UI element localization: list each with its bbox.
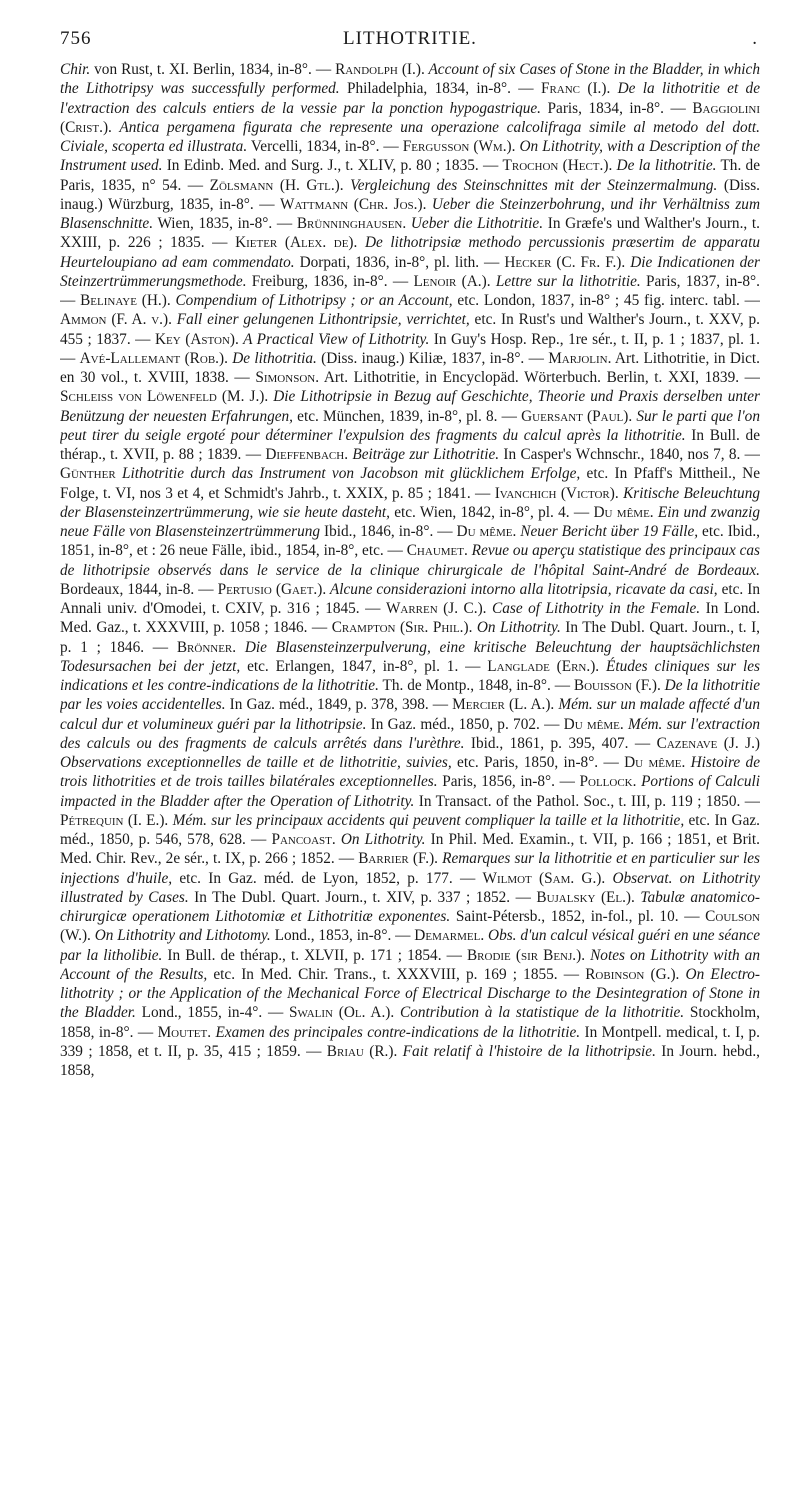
entry-title: On Lithotrity.	[472, 619, 561, 637]
bibliography-entry	[80, 292, 760, 309]
entry-author: Belinaye (H.).	[80, 292, 171, 309]
entry-title: Remarques sur la lithotritie et en particulier sur les injections d'huile,	[60, 850, 760, 887]
entry-title: Case of Lithotrity in the Female.	[486, 600, 701, 617]
entry-details: Ibid., 1861, p. 395, 407. —	[464, 734, 657, 752]
entry-title: Ueber die Steinzerbohrung, und ihr Verhältniss zum Blasenschnitte.	[60, 195, 760, 232]
running-head	[60, 26, 760, 60]
running-mark: .	[752, 28, 758, 49]
entry-details: etc. In Gaz. méd. de Lyon, 1852, p. 177. —	[172, 869, 483, 887]
entry-details: In Transact. of the Pathol. Soc., t. III, p. 119 ; 1850. —	[414, 792, 760, 810]
entry-title: Obs. d'un calcul vésical guéri en une séance par la litholibie.	[60, 927, 760, 964]
entry-author: Brodie (sir Benj.).	[466, 946, 586, 964]
bibliography-entry	[60, 61, 335, 78]
entry-title: Kritische Beleuchtung der Blasensteinzertrümmerung, wie sie heute dasteht,	[60, 484, 760, 521]
entry-author: Bouisson (F.).	[573, 677, 661, 694]
entry-details: In Edinb. Med. and Surg. J., t. XLIV, p. 80 ; 1835. —	[162, 157, 503, 175]
entry-author: Pancoast.	[271, 831, 336, 848]
entry-title: De lithotripsiæ methodo percussionis præsertim de apparatu Heurteloupiano ad eam commendato.	[60, 234, 760, 271]
entry-title: Alcune considerazioni intorno alla litotripsia, ricavate da casi,	[326, 580, 718, 598]
entry-title: Tabulæ anatomico-chirurgicæ operationem Lithotomiæ et Lithotritiæ exponentes.	[60, 888, 760, 925]
entry-details: Saint-Pétersb., 1852, in-fol., pl. 10. —	[450, 908, 706, 925]
entry-details: etc. Erlangen, 1847, in-8°, pl. 1. —	[240, 657, 488, 675]
entry-author: Wattmann (Chr. Jos.).	[280, 195, 427, 213]
entry-author: Du même.	[624, 754, 686, 771]
entry-author: Lenoir (A.).	[413, 272, 491, 290]
entry-details: Paris, 1834, in-8°. —	[541, 99, 693, 117]
entry-title: Ueber die Lithotritie.	[406, 215, 544, 232]
entry-title: De la lithotritie par les voies accidentelles.	[60, 677, 760, 714]
entry-title: Contribution à la statistique de la lithotritie.	[394, 1004, 685, 1022]
entry-author: Key (Aston).	[155, 330, 239, 348]
entry-details: In Græfe's und Walther's Journ., t. XXIII, p. 226 ; 1835. —	[60, 215, 760, 252]
entry-author: Simonson.	[255, 369, 320, 386]
entry-details: etc. London, 1837, in-8° ; 45 fig. interc. tabl. —	[452, 292, 760, 309]
entry-details: etc. In Pfaff's Mittheil., Ne Folge, t. VI, nos 3 et 4, et Schmidt's Jahrb., t. XXIX, p. 85 ; 1841. —	[60, 465, 760, 502]
entry-author: Baggiolini (Crist.).	[60, 99, 760, 136]
entry-title: Mém. sur les principaux accidents qui peuvent compliquer la taille et la lithotritie,	[168, 811, 685, 829]
entry-details: Th. de Montp., 1848, in-8°. —	[378, 677, 574, 694]
entry-author: Brönner.	[176, 638, 237, 656]
entry-details: In Gaz. méd., 1850, p. 702. —	[366, 715, 564, 733]
entry-details: Art. Lithotritie, in Dict. en 30 vol., t. XVIII, 1838. —	[60, 349, 760, 386]
entry-author: Briau (R.).	[326, 1042, 398, 1060]
book-page	[60, 26, 760, 1486]
entry-details: etc. München, 1839, in-8°, pl. 8. —	[293, 407, 522, 425]
entry-author: Kieter (Alex. de).	[235, 234, 358, 252]
entry-title: Observat. on Lithotrity illustrated by Cases.	[60, 869, 760, 906]
entry-title: Revue ou aperçu statistique des principaux cas de lithotripsie observés dans le service de la clinique chirurgicale de l'hôpital Saint-André de Bordeaux.	[60, 542, 760, 579]
entry-title: Antica pergamena figurata che represente una operazione calcolifraga simile al metodo del dott. Civiale, scoperta ed illustrata.	[60, 118, 760, 155]
entry-title: Neuer Bericht über 19 Fälle,	[516, 523, 699, 540]
entry-author: Günther	[60, 465, 116, 483]
entry-title: Notes on Lithotrity with an Account of the Results,	[60, 946, 760, 983]
entry-title: Ein und zwanzig neue Fälle von Blasensteinzertrümmerung	[60, 503, 760, 540]
entry-title: Lettre sur la lithotritie.	[490, 272, 641, 290]
entry-title: Die Indicationen der Steinzertrümmerungsmethode.	[60, 253, 760, 290]
entry-title: Account of six Cases of Stone in the Bladder, in which the Lithotripsy was successfully performed.	[60, 61, 760, 98]
entry-details: In Lond. Med. Gaz., t. XXXVIII, p. 1058 ; 1846. —	[60, 600, 760, 637]
entry-details: (Diss. inaug.) Kiliæ, 1837, in-8°. —	[316, 349, 549, 367]
entry-details: Philadelphia, 1834, in-8°. —	[339, 80, 541, 98]
entry-details: In Casper's Wchnschr., 1840, nos 7, 8. —	[499, 446, 760, 463]
entry-author: Du même.	[456, 523, 517, 540]
entry-details: In Phil. Med. Examin., t. VII, p. 166 ; 1851, et Brit. Med. Chir. Rev., 2e sér., t. IX, p. 266 ; 1852. —	[60, 831, 760, 868]
entry-details: Dorpati, 1836, in-8°, pl. lith. —	[294, 253, 505, 271]
entry-details: Wien, 1835, in-8°. —	[153, 215, 297, 232]
entry-details: In Journ. hebd., 1858,	[60, 1042, 760, 1079]
entry-details: Lond., 1855, in-4°. —	[135, 1004, 290, 1022]
entry-author: Randolph (I.).	[335, 61, 425, 78]
entry-details: Stockholm, 1858, in-8°. —	[60, 1004, 760, 1041]
entry-details: In Bull. de thérap., t. XVII, p. 88 ; 1839. —	[60, 426, 760, 463]
entry-title: Beiträge zur Lithotritie.	[348, 446, 500, 463]
entry-title: On Electro-lithotrity ; or the Application of the Mechanical Force of Electrical Discharge to the Desintegration of Stone in the Bladder.	[60, 965, 760, 1022]
entry-author: Chaumet.	[406, 542, 468, 560]
entry-author: Swalin (Ol. A.).	[289, 1004, 395, 1022]
entry-author: Hecker (C. Fr. F.).	[504, 253, 626, 271]
entry-title: Mém. sur l'extraction des calculs ou des fragments de calculs arrêtés dans l'urèthre.	[60, 715, 760, 752]
entry-details: etc. Paris, 1850, in-8°. —	[451, 754, 625, 771]
entry-author: Ivanchich (Victor).	[494, 484, 619, 502]
entry-details: Ibid., 1846, in-8°. —	[320, 523, 457, 540]
entry-details: (Diss. inaug.) Würzburg, 1835, in-8°. —	[60, 176, 760, 213]
entry-details: von Rust, t. XI. Berlin, 1834, in-8°. —	[90, 61, 336, 78]
entry-author: Trochon (Hect.).	[502, 157, 613, 175]
entry-author: Langlade (Ern.).	[487, 657, 600, 675]
entry-author: Zölsmann (H. Gtl.).	[209, 176, 344, 194]
entry-title: De lithotritia.	[227, 349, 317, 367]
entry-author: Pollock.	[579, 773, 637, 791]
entry-title: On Lithotrity and Lithotomy.	[90, 927, 271, 945]
entry-details: etc. In Annali univ. d'Omodei, t. CXIV, p. 316 ; 1845. —	[60, 580, 760, 617]
entry-title: Lithotritie durch das Instrument von Jacobson mit glücklichem Erfolge,	[115, 465, 581, 483]
entry-details: In The Dubl. Quart. Journ., t. XIV, p. 337 ; 1852. —	[188, 888, 537, 906]
entry-author: Dieffenbach.	[265, 446, 349, 463]
entry-title: Examen des principales contre-indications de la lithotritie.	[211, 1023, 581, 1041]
entry-author: Bujalsky (El.).	[536, 888, 635, 906]
entry-details: Paris, 1837, in-8°. —	[60, 272, 760, 309]
entry-author: Barrier (F.).	[358, 850, 439, 868]
entry-title: A Practical View of Lithotrity.	[238, 330, 430, 348]
entry-author: Ammon (F. A. v.).	[60, 311, 172, 329]
entry-details: Art. Lithotritie, in Encyclopäd. Wörterbuch. Berlin, t. XXI, 1839. —	[319, 369, 760, 386]
entry-author: Schleiss von Löwenfeld (M. J.).	[60, 388, 269, 406]
entry-title: Die Blasensteinzerpulverung, eine kritische Beleuchtung der hauptsächlichsten Todesursachen bei der jetzt,	[60, 638, 760, 675]
entry-author: Avé-Lallemant (Rob.).	[79, 349, 228, 367]
page-number: 756	[60, 28, 92, 49]
entry-title: Fait relatif à l'histoire de la lithotripsie.	[397, 1042, 656, 1060]
entry-author: Du même.	[563, 715, 624, 733]
entry-details: In Montpell. medical, t. I, p. 339 ; 1858, et t. II, p. 35, 415 ; 1859. —	[60, 1023, 760, 1060]
entry-author: Robinson (G.).	[585, 965, 680, 983]
entry-details: etc. In Gaz. méd., 1850, p. 546, 578, 628. —	[60, 811, 760, 848]
entry-details: etc. In Rust's und Walther's Journ., t. XXV, p. 455 ; 1837. —	[60, 311, 760, 348]
entry-author: Pertusio (Gaet.).	[217, 580, 327, 598]
entry-details: Vercelli, 1834, in-8°. —	[247, 138, 403, 155]
entry-author: Guersant (Paul).	[521, 407, 633, 425]
entry-details: In The Dubl. Quart. Journ., t. I, p. 1 ; 1846. —	[60, 619, 760, 656]
entry-details: In Bull. de thérap., t. XLVII, p. 171 ; 1854. —	[162, 946, 467, 964]
entry-title: Die Lithotripsie in Bezug auf Geschichte, Theorie und Praxis derselben unter Benützung der neuesten Erfahrungen,	[60, 388, 760, 425]
entry-author: Moutet.	[157, 1023, 212, 1041]
entry-title: On Lithotrity, with a Description of the Instrument used.	[60, 138, 760, 175]
entry-author: Coulson (W.).	[60, 908, 760, 945]
entry-title: On Lithotrity.	[335, 831, 426, 848]
entry-title: De la lithotritie.	[612, 157, 717, 175]
entry-author: Pétrequin (I. E.).	[60, 811, 169, 829]
entry-details: etc. Ibid., 1851, in-8°, et : 26 neue Fälle, ibid., 1854, in-8°, etc. —	[60, 523, 760, 560]
entry-author: Fergusson (Wm.).	[402, 138, 516, 155]
entry-details: Lond., 1853, in-8°. —	[270, 927, 415, 945]
entry-details: Paris, 1856, in-8°. —	[437, 773, 580, 791]
entry-author: Warren (J. C.).	[385, 600, 487, 617]
entry-details: Bordeaux, 1844, in-8. —	[60, 580, 218, 598]
entry-title: Histoire de trois lithotrities et de trois tailles bilatérales exceptionnelles.	[60, 754, 760, 791]
entry-title: Portions of Calculi impacted in the Bladder after the Operation of Lithotrity.	[60, 773, 760, 810]
entry-author: Du même.	[593, 503, 654, 521]
entry-details: Th. de Paris, 1835, n° 54. —	[60, 157, 760, 194]
entry-author: Marjolin.	[548, 349, 612, 367]
entry-author: Demarmel.	[414, 927, 485, 945]
bibliography-paragraph	[60, 60, 760, 1080]
entry-author: Brünninghausen.	[296, 215, 407, 232]
entry-author: Crampton (Sir. Phil.).	[331, 619, 473, 637]
entry-details: etc. Wien, 1842, in-8°, pl. 4. —	[389, 503, 594, 521]
entry-author: Franc (I.).	[540, 80, 611, 98]
bibliography-entry	[255, 369, 760, 386]
entry-details: etc. In Med. Chir. Trans., t. XXXVIII, p. 169 ; 1855. —	[207, 965, 586, 983]
entry-title: Vergleichung des Steinschnittes mit der Steinzermalmung.	[343, 176, 718, 194]
entry-author: Cazenave (J. J.)	[656, 734, 760, 752]
bibliography-entry	[265, 446, 760, 463]
entry-title: Mém. sur un malade affecté d'un calcul dur et volumineux guéri par la lithotripsie.	[60, 696, 760, 733]
entry-title: Sur le parti que l'on peut tirer du seigle ergoté pour déterminer l'expulsion des fragments du calcul après la lithotritie.	[60, 407, 760, 444]
entry-title: Études cliniques sur les indications et les contre-indications de la lithotritie.	[60, 657, 760, 694]
entry-author: Wilmot (Sam. G.).	[482, 869, 606, 887]
entry-title: Compendium of Lithotripsy ; or an Account,	[170, 292, 453, 309]
entry-title: De la lithotritie et de l'extraction des calculs entiers de la vessie par la ponction hypogastrique.	[60, 80, 760, 117]
entry-details: Freiburg, 1836, in-8°. —	[246, 272, 414, 290]
entry-title: Fall einer gelungenen Lithontripsie, verrichtet,	[171, 311, 470, 329]
running-title: LITHOTRITIE.	[343, 28, 477, 49]
entry-title: Observations exceptionnelles de taille et de lithotritie, suivies,	[60, 754, 452, 771]
bibliography-entry	[80, 350, 549, 367]
entry-author: Mercier (L. A.).	[452, 696, 555, 714]
entry-details: In Guy's Hosp. Rep., 1re sér., t. II, p. 1 ; 1837, pl. 1. —	[60, 330, 760, 367]
entry-details: In Gaz. méd., 1849, p. 378, 398. —	[225, 696, 453, 714]
entry-title: Chir.	[60, 61, 91, 78]
